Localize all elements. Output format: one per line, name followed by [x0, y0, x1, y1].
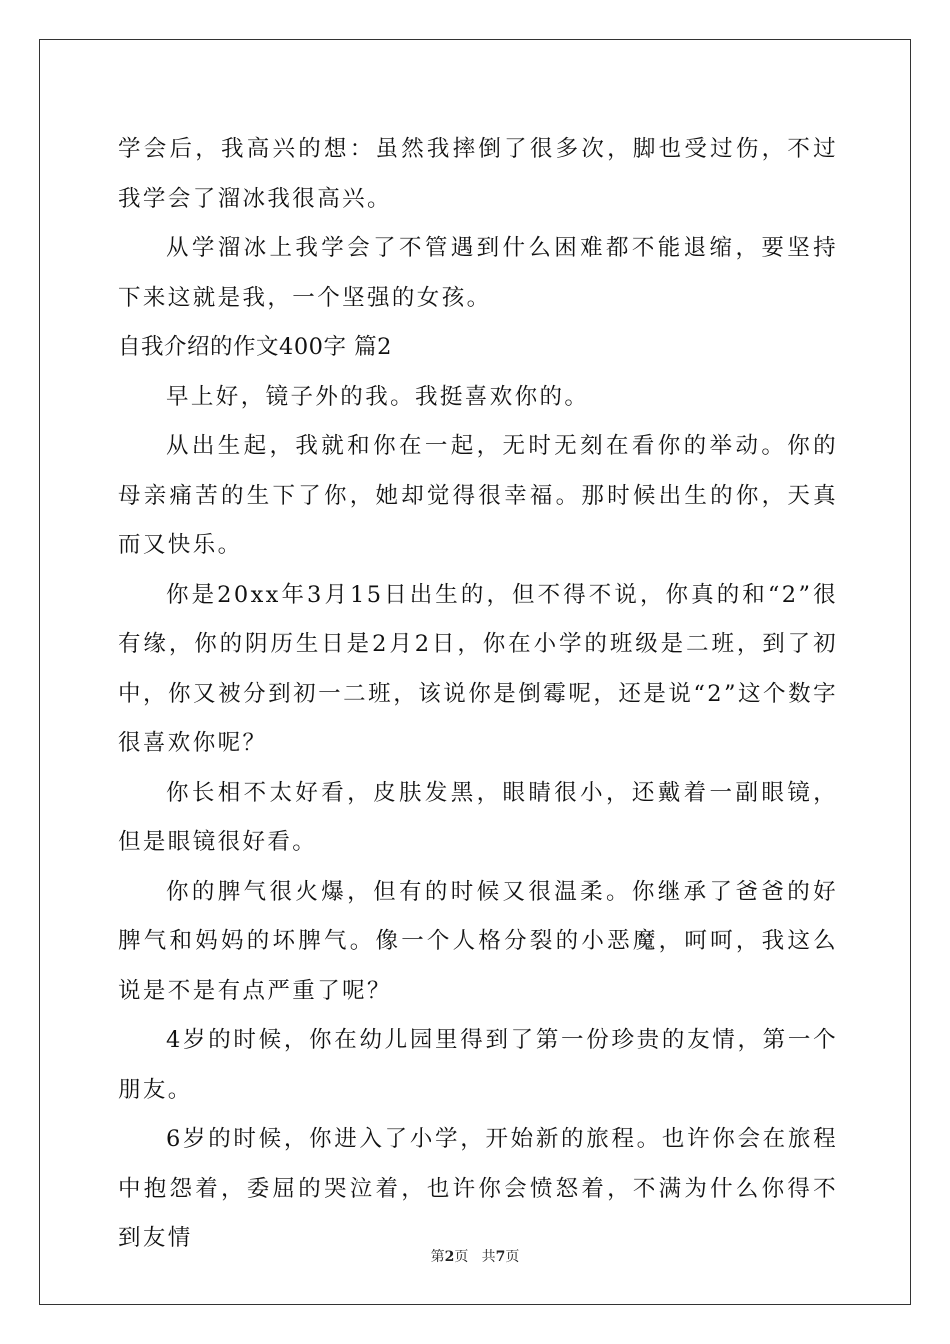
page-footer	[0, 1246, 950, 1266]
paragraph: 你是20xx年3月15日出生的，但不得不说，你真的和“2”很有缘，你的阴历生日是2月2日，你在小学的班级是二班，到了初中，你又被分到初一二班，该说你是倒霉呢，还是说“2”这个数字很喜欢你呢？	[118, 581, 838, 756]
document-body	[118, 125, 838, 1264]
paragraph: 你的脾气很火爆，但有的时候又很温柔。你继承了爸爸的好脾气和妈妈的坏脾气。像一个人格分裂的小恶魔，呵呵，我这么说是不是有点严重了呢？	[118, 878, 838, 1004]
paragraph: 你长相不太好看，皮肤发黑，眼睛很小，还戴着一副眼镜，但是眼镜很好看。	[118, 779, 838, 855]
paragraph: 早上好，镜子外的我。我挺喜欢你的。	[166, 383, 590, 410]
paragraph: 从出生起，我就和你在一起，无时无刻在看你的举动。你的母亲痛苦的生下了你，她却觉得很幸福。那时候出生的你，天真而又快乐。	[118, 433, 838, 558]
footer-prefix: 第	[430, 1249, 445, 1265]
footer-middle: 页 共	[454, 1249, 496, 1265]
section-title: 自我介绍的作文400字 篇2	[118, 334, 392, 360]
paragraph: 学会后，我高兴的想：虽然我摔倒了很多次，脚也受过伤，不过我学会了溜冰我很高兴。	[118, 136, 838, 212]
paragraph: 4岁的时候，你在幼儿园里得到了第一份珍贵的友情，第一个朋友。	[118, 1027, 838, 1103]
paragraph: 从学溜冰上我学会了不管遇到什么困难都不能退缩，要坚持下来这就是我，一个坚强的女孩。	[118, 235, 838, 311]
footer-suffix: 页	[505, 1249, 520, 1265]
footer-page-number: 2	[444, 1249, 455, 1265]
paragraph: 6岁的时候，你进入了小学，开始新的旅程。也许你会在旅程中抱怨着，委屈的哭泣着，也许你会愤怒着，不满为什么你得不到友情	[118, 1126, 838, 1251]
footer-total-pages: 7	[495, 1249, 506, 1265]
